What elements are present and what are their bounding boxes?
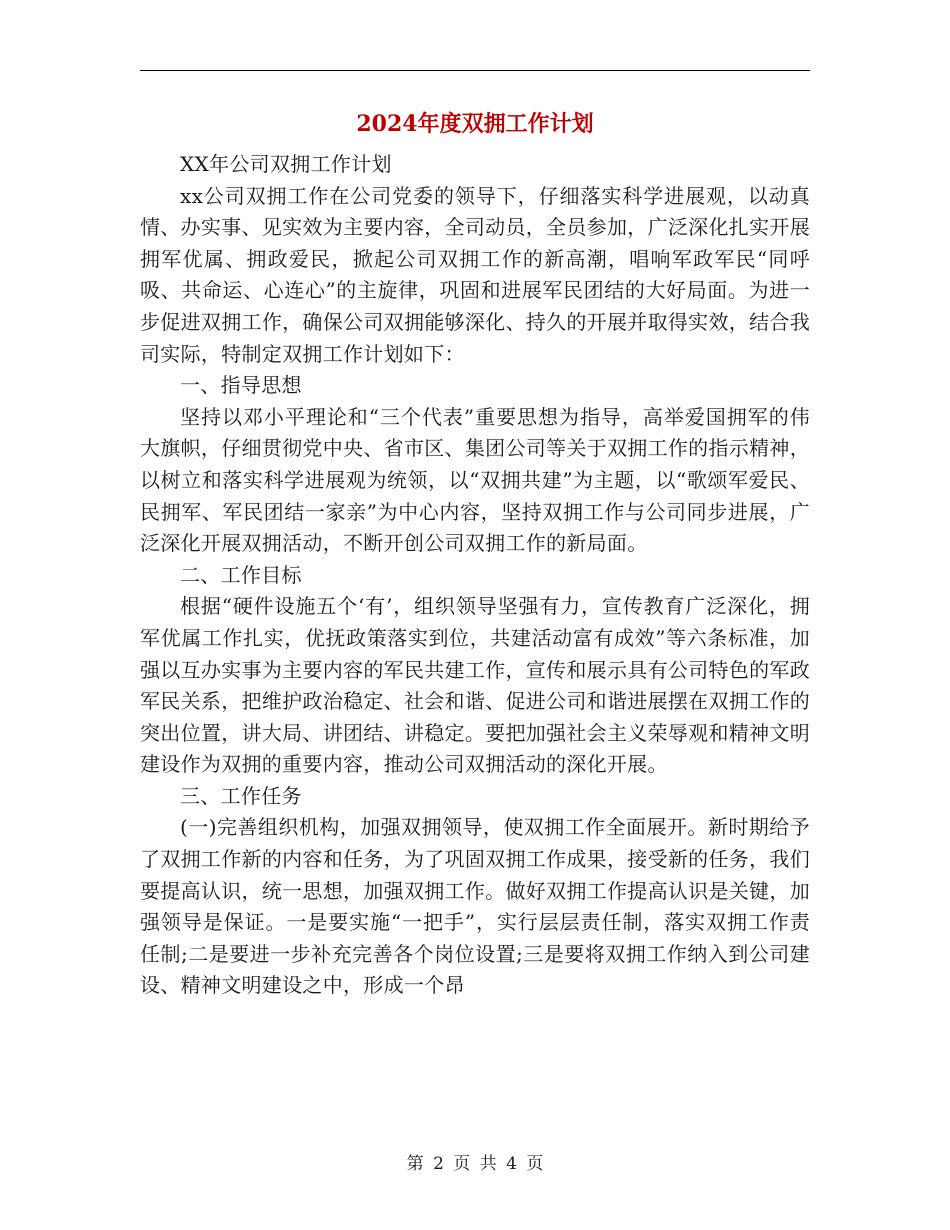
- page-number-footer: 第 2 页 共 4 页: [406, 1154, 544, 1174]
- section-heading-work-tasks: 三、工作任务: [180, 783, 302, 808]
- intro-paragraph: xx公司双拥工作在公司党委的领导下，仔细落实科学进展观，以动真情、办实事、见实效为主要内容，全司动员，全员参加，广泛深化扎实开展拥军优属、拥政爱民，掀起公司双拥工作的新高潮，唱响军政军民“同呼吸、共命运、心连心”的主旋律，巩固和进展军民团结的大好局面。为进一步促进双拥工作，确保公司双拥能够深化、持久的开展并取得实效，结合我司实际，特制定双拥工作计划如下：: [140, 183, 810, 366]
- section-body-guiding-thought: 坚持以邓小平理论和“三个代表”重要思想为指导，高举爱国拥军的伟大旗帜，仔细贯彻党中央、省市区、集团公司等关于双拥工作的指示精神，以树立和落实科学进展观为统领，以“双拥共建”为主题，以“歌颂军爱民、民拥军、军民团结一家亲”为中心内容，坚持双拥工作与公司同步进展，广泛深化开展双拥活动，不断开创公司双拥工作的新局面。: [140, 404, 810, 556]
- document-body: [140, 149, 810, 1002]
- document-subtitle: XX年公司双拥工作计划: [180, 152, 392, 176]
- section-heading-work-goals: 二、工作目标: [180, 562, 302, 587]
- document-title: 2024年度双拥工作计划: [356, 111, 594, 137]
- header-rule: [140, 70, 810, 71]
- section-body-work-tasks: (一)完善组织机构，加强双拥领导，使双拥工作全面展开。新时期给予了双拥工作新的内容和任务，为了巩固双拥工作成果，接受新的任务，我们要提高认识，统一思想，加强双拥工作。做好双拥工作提高认识是关键，加强领导是保证。一是要实施“一把手”，实行层层责任制，落实双拥工作责任制;二是要进一步补充完善各个岗位设置;三是要将双拥工作纳入到公司建设、精神文明建设之中，形成一个昂: [140, 815, 810, 998]
- section-body-work-goals: 根据“硬件设施五个‘有’，组织领导坚强有力，宣传教育广泛深化，拥军优属工作扎实，优抚政策落实到位，共建活动富有成效”等六条标准，加强以互办实事为主要内容的军民共建工作，宣传和展示具有公司特色的军政军民关系，把维护政治稳定、社会和谐、促进公司和谐进展摆在双拥工作的突出位置，讲大局、讲团结、讲稳定。要把加强社会主义荣辱观和精神文明建设作为双拥的重要内容，推动公司双拥活动的深化开展。: [140, 594, 810, 777]
- section-heading-guiding-thought: 一、指导思想: [180, 373, 302, 398]
